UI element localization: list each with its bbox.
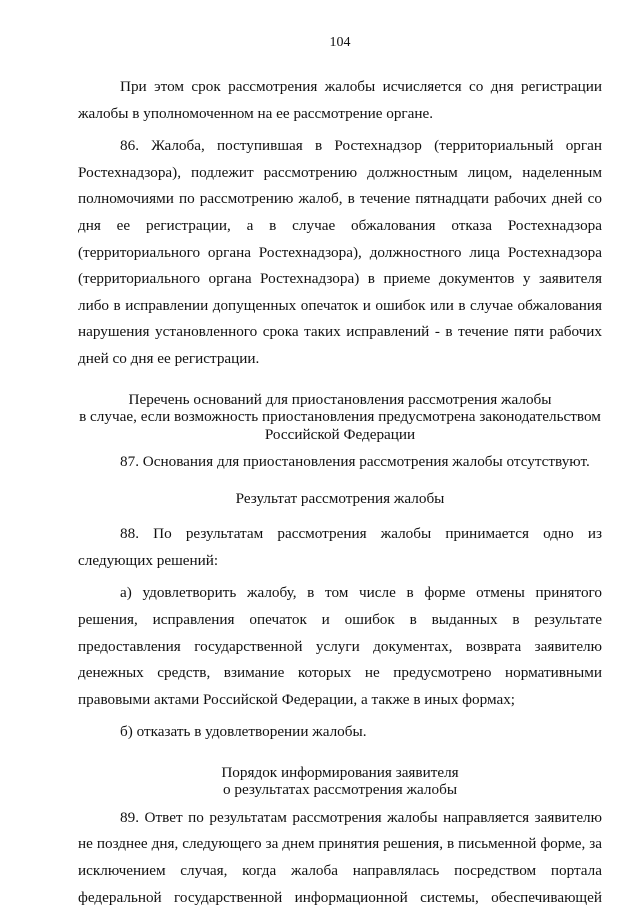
heading-inform-line-1: Порядок информирования заявителя <box>221 763 459 781</box>
paragraph-88-b: б) отказать в удовлетворении жалобы. <box>120 723 367 741</box>
paragraph-review-term: При этом срок рассмотрения жалобы исчисляется со дня регистрации жалобы в уполномоченном на ее рассмотрение органе. <box>78 78 602 122</box>
paragraph-88-a: а) удовлетворить жалобу, в том числе в форме отмены принятого решения, исправления опечаток и ошибок в выданных в результате предоставления государственной услуги документах, возврата заявителю денежных средств, взимание которых не предусмотрено нормативными правовыми актами Российской Федерации, а также в иных формах; <box>78 584 602 708</box>
paragraph-86: 86. Жалоба, поступившая в Ростехнадзор (территориальный орган Ростехнадзора), подлежит рассмотрению должностным лицом, наделенным полномочиями по рассмотрению жалоб, в течение пятнадцати рабочих дней со дня ее регистрации, а в случае обжалования отказа Ростехнадзора (территориального органа Ростехнадзора), должностного лица Ростехнадзора (территориального органа Ростехнадзора) в приеме документов у заявителя либо в исправлении допущенных опечаток и ошибок или в случае обжалования нарушения установленного срока таких исправлений - в течение пяти рабочих дней со дня ее регистрации. <box>78 137 602 367</box>
paragraph-88: 88. По результатам рассмотрения жалобы принимается одно из следующих решений: <box>78 525 602 569</box>
heading-result: Результат рассмотрения жалобы <box>235 489 445 507</box>
paragraph-89: 89. Ответ по результатам рассмотрения жалобы направляется заявителю не позднее дня, следующего за днем принятия решения, в письменной форме, за исключением случая, когда жалоба направлялась посредством портала федеральной государственной информационной системы, обеспечивающей <box>78 808 602 906</box>
paragraph-87: 87. Основания для приостановления рассмотрения жалобы отсутствуют. <box>120 453 590 471</box>
heading-suspension-line-1: Перечень оснований для приостановления рассмотрения жалобы <box>128 390 552 408</box>
heading-suspension-line-2: в случае, если возможность приостановления предусмотрена законодательством <box>79 408 601 426</box>
heading-suspension-line-3: Российской Федерации <box>264 425 416 443</box>
page-number: 104 <box>329 35 351 50</box>
heading-inform-line-2: о результатах рассмотрения жалобы <box>222 781 458 799</box>
